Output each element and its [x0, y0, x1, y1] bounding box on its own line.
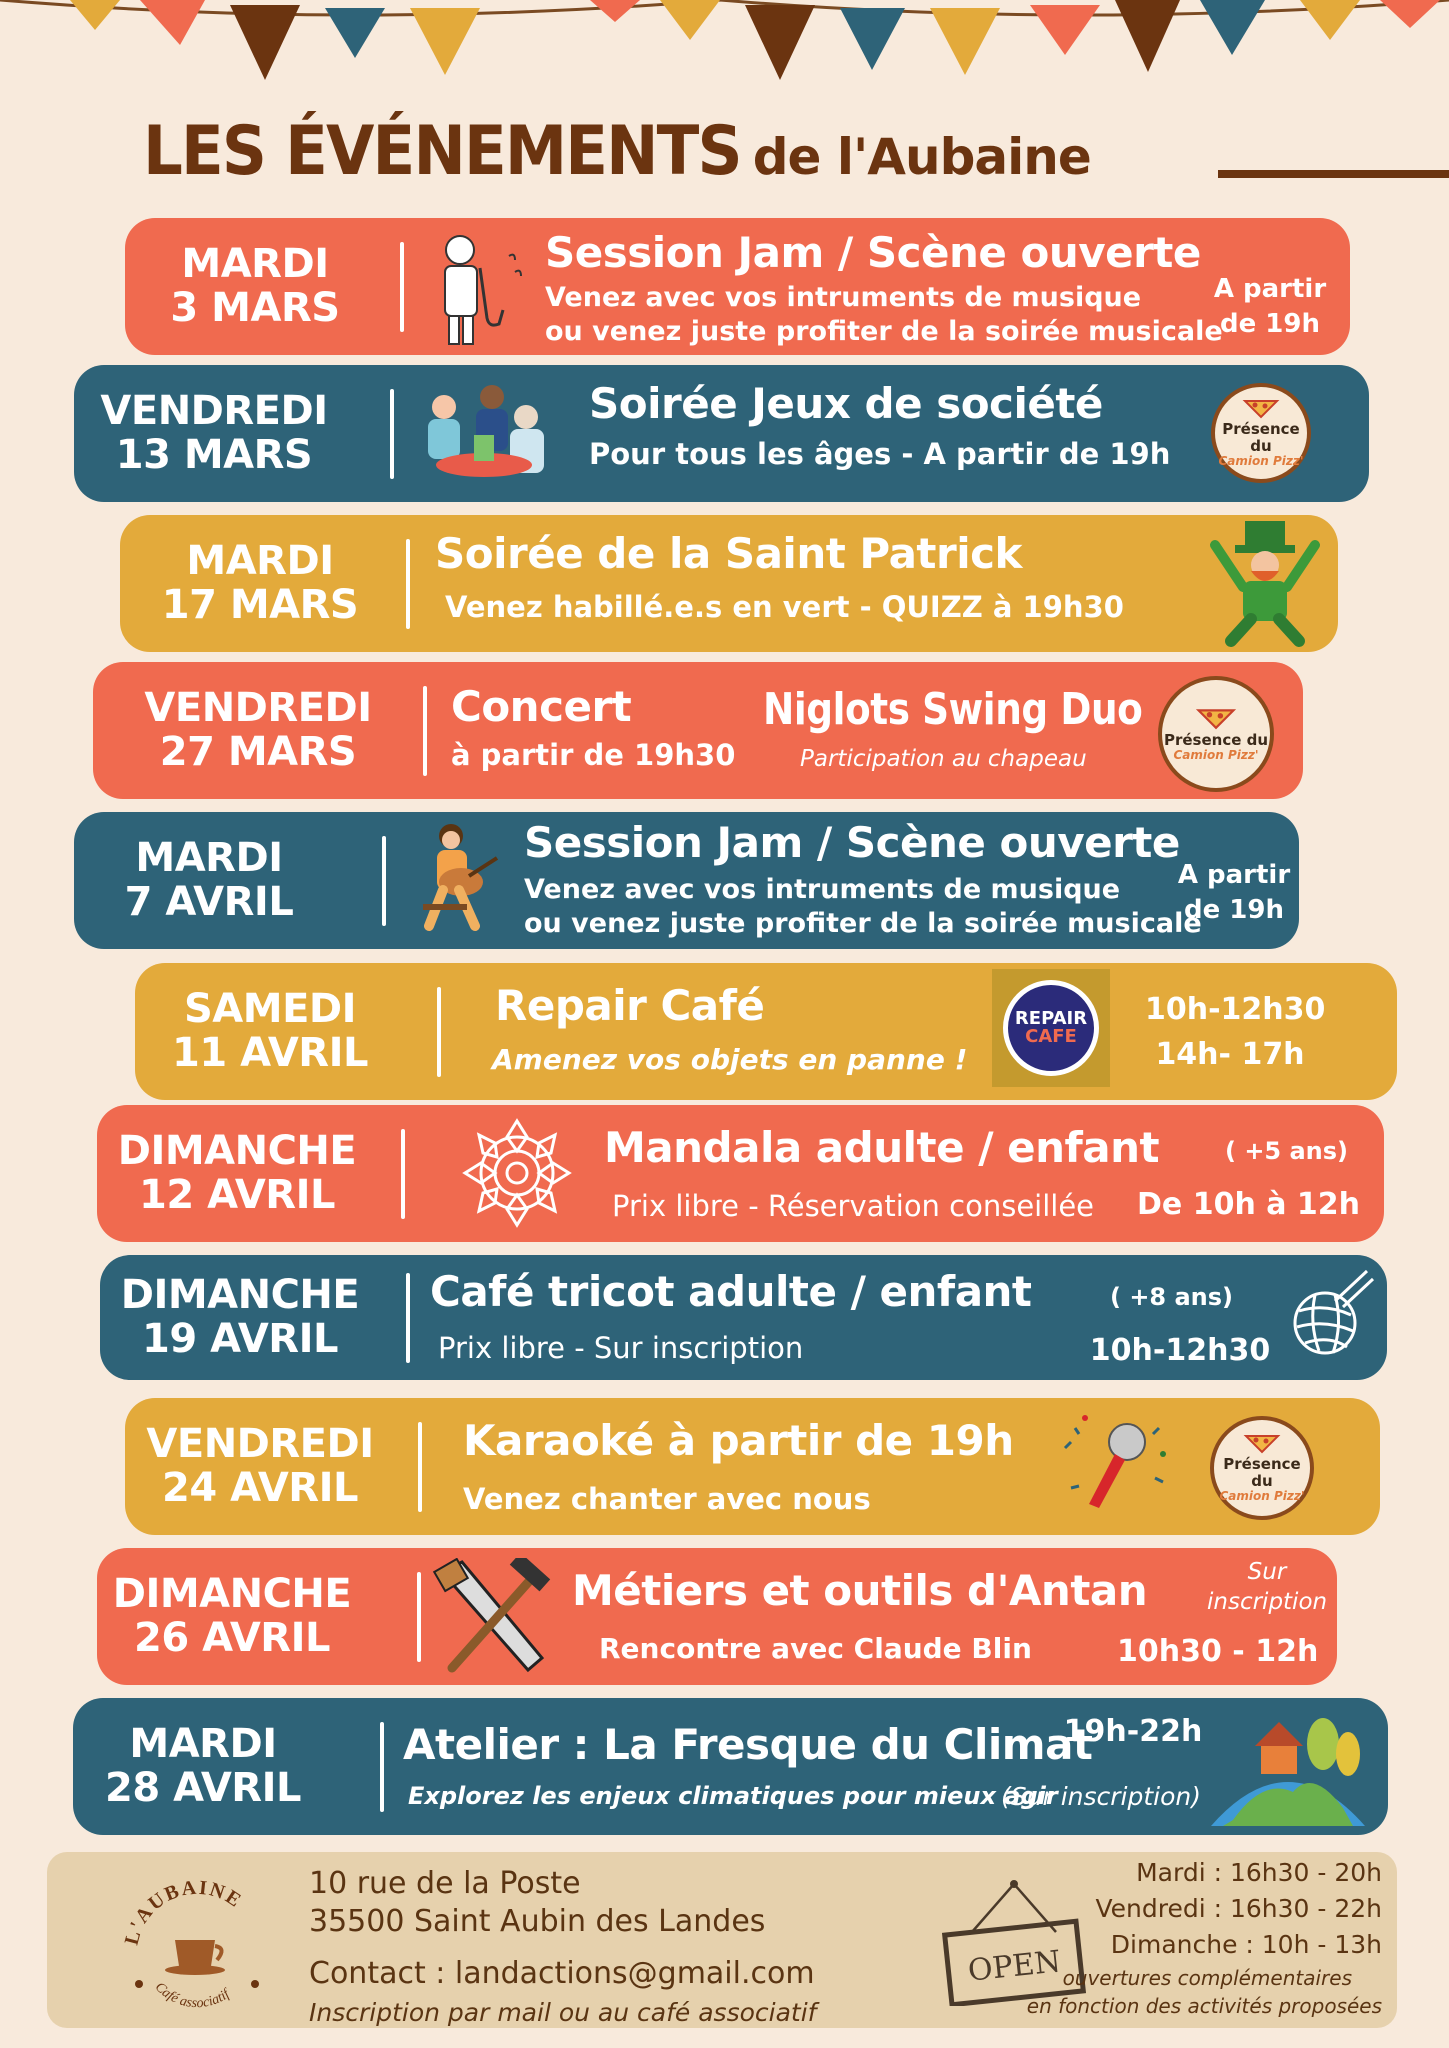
event-time-line1: 19h-22h: [1063, 1714, 1203, 1749]
event-day: VENDREDI: [100, 388, 328, 435]
pizza-truck-badge: [1211, 383, 1311, 483]
event-card: [100, 1255, 1387, 1380]
event-day-date: 3 MARS: [170, 284, 340, 331]
event-line1: Venez avec vos intruments de musique: [545, 282, 1142, 313]
event-day: VENDREDI: [144, 685, 372, 732]
event-line1: Rencontre avec Claude Blin: [599, 1632, 1032, 1665]
aubaine-logo: [117, 1874, 277, 2014]
event-title: Soirée Jeux de société: [589, 379, 1103, 428]
event-time-line2: de 19h: [1220, 309, 1320, 340]
event-line2: ou venez juste profiter de la soirée musicale: [545, 316, 1223, 347]
board-game-players-icon: [414, 377, 554, 489]
event-time-line1: A partir: [1213, 274, 1327, 304]
event-day-date: 26 AVRIL: [134, 1614, 330, 1661]
event-day-date: 11 AVRIL: [172, 1029, 368, 1076]
badge-line1: Présence du: [1223, 1455, 1301, 1490]
event-day-date: 17 MARS: [161, 581, 359, 628]
mandala-icon: [457, 1117, 577, 1229]
event-card: [74, 812, 1299, 949]
separator: [417, 1572, 421, 1662]
event-day: MARDI: [129, 1721, 277, 1768]
extra-hours-note1: ouvertures complémentaires: [1062, 1966, 1352, 1990]
event-date: [140, 1398, 380, 1535]
repair-logo-line1: REPAIR: [1014, 1008, 1088, 1029]
badge-line1: Présence du: [1163, 730, 1269, 749]
event-time-line2: 14h- 17h: [1155, 1037, 1305, 1072]
microphone-icon: [1055, 1408, 1175, 1518]
event-date: [138, 662, 378, 799]
event-date: [135, 218, 375, 355]
event-day: DIMANCHE: [120, 1272, 360, 1319]
event-day-date: 12 AVRIL: [139, 1171, 335, 1218]
hours-tuesday: Mardi : 16h30 - 20h: [1136, 1858, 1382, 1887]
badge-line2: Camion Pizz': [1218, 454, 1304, 469]
event-card: [135, 963, 1397, 1100]
inscription-note: Inscription par mail ou au café associatif: [309, 1998, 817, 2027]
separator: [418, 1422, 422, 1512]
event-date: [120, 1255, 360, 1380]
event-card: [97, 1105, 1384, 1242]
event-line2: ou venez juste profiter de la soirée musicale: [524, 908, 1202, 939]
open-sign-text: OPEN: [966, 1944, 1063, 1989]
yarn-ball-icon: [1285, 1267, 1375, 1362]
event-time: [1117, 1632, 1317, 1673]
leprechaun-icon: [1205, 515, 1325, 649]
logo-text-bottom: Café associatif: [151, 1979, 233, 2012]
event-day: MARDI: [186, 538, 334, 585]
event-registration-line2: inscription: [1207, 1588, 1328, 1615]
earth-house-icon: [1203, 1708, 1373, 1830]
event-time-line1: 10h-12h30: [1145, 992, 1326, 1027]
event-time-line2: de 19h: [1184, 895, 1284, 926]
event-date: [112, 1548, 352, 1685]
bunting-decoration: [0, 0, 1449, 110]
separator: [400, 242, 404, 332]
event-card: [93, 662, 1303, 799]
hours-sunday: Dimanche : 10h - 13h: [1110, 1930, 1382, 1959]
address-line2: 35500 Saint Aubin des Landes: [309, 1904, 766, 1939]
separator: [390, 389, 394, 479]
event-title: Métiers et outils d'Antan: [572, 1566, 1148, 1615]
event-time: [1063, 1712, 1203, 1753]
event-card: [73, 1698, 1388, 1835]
event-day: VENDREDI: [146, 1421, 374, 1468]
pizza-truck-badge: [1210, 1416, 1314, 1520]
event-date: [89, 365, 339, 502]
event-day: MARDI: [135, 835, 283, 882]
event-line1: Venez habillé.e.s en vert - QUIZZ à 19h30: [445, 590, 1124, 624]
event-time-line1: A partir: [1177, 860, 1291, 890]
event-title-note: ( +5 ans): [1225, 1137, 1349, 1165]
logo-text-top: L'AUBAINE: [120, 1876, 247, 1948]
event-day-date: 7 AVRIL: [124, 878, 294, 925]
event-line1: Venez avec vos intruments de musique: [524, 874, 1121, 905]
event-title: Soirée de la Saint Patrick: [435, 529, 1022, 578]
contact-email[interactable]: Contact : landactions@gmail.com: [309, 1956, 815, 1991]
band-subtitle: Participation au chapeau: [800, 746, 1087, 772]
hours-friday: Vendredi : 16h30 - 22h: [1095, 1894, 1382, 1923]
event-time-line1: De 10h à 12h: [1137, 1187, 1361, 1222]
address-line1: 10 rue de la Poste: [309, 1866, 581, 1901]
event-day: MARDI: [181, 241, 329, 288]
event-day: DIMANCHE: [112, 1571, 352, 1618]
event-card: [97, 1548, 1337, 1685]
event-title: Session Jam / Scène ouverte: [545, 228, 1201, 277]
event-line1: à partir de 19h30: [451, 738, 736, 772]
event-title: Repair Café: [495, 981, 765, 1030]
separator: [406, 1273, 410, 1363]
event-time-line1: 10h30 - 12h: [1117, 1634, 1319, 1669]
event-line1: Prix libre - Réservation conseillée: [612, 1189, 1095, 1223]
separator: [423, 686, 427, 776]
event-registration: [1207, 1558, 1327, 1618]
saxophone-player-icon: [425, 228, 525, 348]
event-time: [1137, 1185, 1361, 1226]
badge-line1: Présence du: [1222, 420, 1300, 455]
event-date: [150, 963, 390, 1100]
event-title: Café tricot adulte / enfant: [430, 1267, 1032, 1316]
repair-cafe-logo: [992, 969, 1110, 1087]
event-day-date: 19 AVRIL: [142, 1315, 338, 1362]
event-day: DIMANCHE: [117, 1128, 357, 1175]
event-line1: Prix libre - Sur inscription: [438, 1331, 804, 1365]
extra-hours-note2: en fonction des activités proposées: [1026, 1994, 1382, 2018]
event-date: [117, 1105, 357, 1242]
event-day-date: 27 MARS: [159, 728, 357, 775]
event-line1: Amenez vos objets en panne !: [492, 1043, 968, 1076]
event-date: [140, 515, 380, 652]
badge-line2: Camion Pizz': [1219, 1489, 1305, 1504]
title-rule: [1218, 170, 1449, 178]
event-line1: Pour tous les âges - A partir de 19h: [589, 437, 1171, 471]
title-sub: de l'Aubaine: [752, 128, 1091, 186]
event-day-date: 13 MARS: [115, 431, 313, 478]
svg-text:Café associatif: [152, 1980, 234, 2011]
pizza-truck-badge: [1158, 676, 1274, 792]
repair-logo-line2: CAFE: [1025, 1026, 1077, 1047]
event-time: [1080, 1331, 1280, 1372]
event-date: [88, 1698, 318, 1835]
band-name: Niglots Swing Duo: [763, 684, 1143, 735]
event-day-date: 24 AVRIL: [162, 1464, 358, 1511]
saw-hammer-icon: [432, 1558, 552, 1676]
event-title: Karaoké à partir de 19h: [463, 1416, 1014, 1465]
guitar-player-icon: [409, 818, 499, 944]
event-card: [120, 515, 1338, 652]
separator: [401, 1129, 405, 1219]
pizza-icon: [1194, 706, 1238, 730]
title-main: LES ÉVÉNEMENTS: [143, 112, 741, 191]
badge-line2: Camion Pizz': [1173, 748, 1259, 763]
event-card: [74, 365, 1369, 502]
event-line1-note: (Sur inscription): [1001, 1782, 1201, 1811]
separator: [380, 1722, 384, 1812]
event-title: Concert: [451, 682, 632, 731]
event-title: Atelier : La Fresque du Climat: [403, 1720, 1093, 1769]
event-day: SAMEDI: [184, 986, 356, 1033]
separator: [382, 836, 386, 926]
event-time: [1174, 858, 1294, 928]
event-registration-line1: Sur: [1247, 1559, 1287, 1585]
event-card: [125, 218, 1350, 355]
event-title: Session Jam / Scène ouverte: [524, 818, 1180, 867]
event-title-note: ( +8 ans): [1110, 1283, 1234, 1311]
event-day-date: 28 AVRIL: [105, 1764, 301, 1811]
svg-text:L'AUBAINE: [121, 1877, 247, 1948]
pizza-icon: [1241, 397, 1281, 419]
event-card: [125, 1398, 1380, 1535]
event-line1: Venez chanter avec nous: [463, 1482, 871, 1516]
event-time: [1210, 272, 1330, 342]
footer: [47, 1852, 1397, 2028]
separator: [406, 539, 410, 629]
event-title: Mandala adulte / enfant: [604, 1123, 1160, 1172]
event-date: [94, 812, 324, 949]
separator: [437, 987, 441, 1077]
event-line1: Explorez les enjeux climatiques pour mieux agir: [408, 1782, 1058, 1810]
pizza-icon: [1242, 1432, 1282, 1454]
event-time: [1145, 987, 1326, 1077]
event-time-line1: 10h-12h30: [1089, 1333, 1271, 1368]
page-title: [143, 112, 1091, 202]
